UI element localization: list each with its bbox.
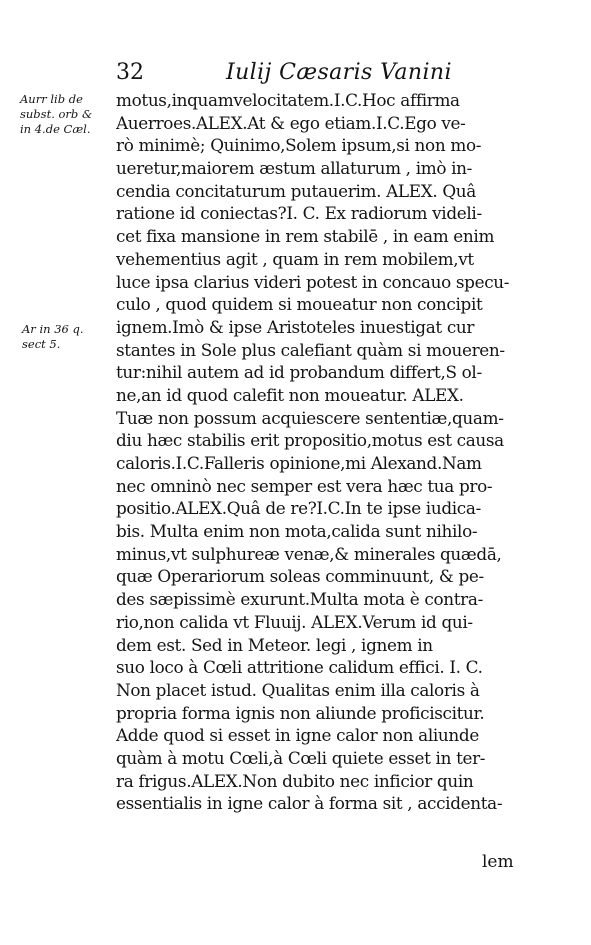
text-line: quàm à motu Cœli,à Cœli quiete esset in ter-: [116, 748, 486, 769]
catchword: lem: [482, 852, 514, 872]
margin-note-line: sect 5.: [22, 337, 61, 351]
margin-note-line: Aurr lib de: [20, 92, 83, 106]
text-line: vehementius agit , quam in rem mobilem,vt: [116, 249, 474, 270]
margin-note-line: in 4.de Cæl.: [20, 122, 91, 136]
text-line: ueretur,maiorem æstum allaturum , imò in-: [116, 159, 472, 180]
text-line: stantes in Sole plus calefiant quàm si moueren-: [116, 340, 505, 361]
text-line: suo loco à Cœli attritione calidum effici. I. C.: [116, 658, 483, 679]
text-line: dem est. Sed in Meteor. legi , ignem in: [116, 635, 433, 656]
text-line: cendia concitaturum putauerim. ALEX. Quâ: [116, 181, 476, 202]
text-line: motus,inquamvelocitatem.I.C.Hoc affirma: [116, 91, 460, 111]
body-text: [116, 90, 516, 816]
text-line: Auerroes.ALEX.At & ego etiam.I.C.Ego ve-: [116, 113, 466, 134]
text-line: ne,an id quod calefit non moueatur. ALEX.: [116, 385, 464, 406]
text-line: positio.ALEX.Quâ de re?I.C.In te ipse iudica-: [116, 499, 481, 520]
text-line: nec omninò nec semper est vera hæc tua pro-: [116, 476, 493, 497]
text-line: ratione id coniectas?I. C. Ex radiorum videli-: [116, 204, 482, 225]
text-line: Adde quod si esset in igne calor non aliunde: [116, 726, 479, 747]
margin-note-line: subst. orb &: [20, 107, 93, 121]
text-line: diu hæc stabilis erit propositio,motus est causa: [116, 431, 504, 452]
text-line: quæ Operariorum soleas comminuunt, & pe-: [116, 567, 484, 588]
text-line: cet fixa mansione in rem stabilē , in eam enim: [116, 227, 495, 248]
text-line: ra frigus.ALEX.Non dubito nec inficior quin: [116, 771, 474, 792]
text-line: luce ipsa clarius videri potest in concauo specu-: [116, 272, 510, 293]
margin-note-line: Ar in 36 q.: [22, 322, 84, 336]
text-line: culo , quod quidem si moueatur non concipit: [116, 295, 483, 316]
page-number: 32: [116, 60, 144, 85]
text-line: tur:nihil autem ad id probandum differt,S ol-: [116, 363, 482, 384]
text-line: essentialis in igne calor à forma sit , accidenta-: [116, 794, 503, 815]
text-line: caloris.I.C.Falleris opinione,mi Alexand.Nam: [116, 454, 482, 474]
text-line: propria forma ignis non aliunde proficiscitur.: [116, 703, 485, 724]
margin-note: [20, 92, 92, 137]
text-line: Tuæ non possum acquiescere sententiæ,quam-: [116, 408, 504, 429]
text-line: ignem.Imò & ipse Aristoteles inuestigat cur: [116, 317, 475, 338]
text-line: minus,vt sulphureæ venæ,& minerales quædā,: [116, 544, 502, 565]
margin-note: [22, 322, 84, 352]
text-line: des sæpissimè exurunt.Multa mota è contra-: [116, 590, 483, 611]
text-line: rio,non calida vt Fluuij. ALEX.Verum id qui-: [116, 612, 473, 633]
running-title: Iulij Cæsaris Vanini: [226, 60, 452, 85]
text-line: rò minimè; Quinimo,Solem ipsum,si non mo-: [116, 136, 482, 157]
text-line: Non placet istud. Qualitas enim illa caloris à: [116, 680, 480, 701]
text-line: bis. Multa enim non mota,calida sunt nihilo-: [116, 522, 478, 543]
page-header: [116, 60, 536, 90]
